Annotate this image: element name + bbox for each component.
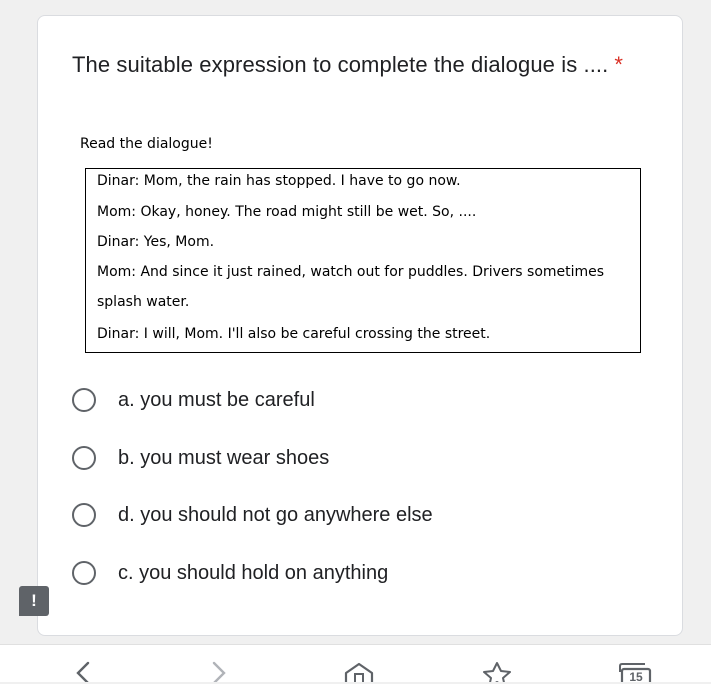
dialogue-line: Dinar: Yes, Mom. — [97, 234, 215, 250]
dialogue-instruction: Read the dialogue! — [80, 136, 213, 152]
tab-count: 15 — [629, 670, 643, 684]
dialogue-box — [85, 168, 641, 353]
option-a[interactable] — [72, 385, 632, 415]
question-title — [72, 52, 623, 78]
forward-icon[interactable] — [210, 661, 230, 682]
option-c[interactable] — [72, 558, 632, 588]
dialogue-line: Dinar: Mom, the rain has stopped. I have to go now. — [97, 173, 461, 189]
report-icon[interactable]: ! — [19, 586, 49, 616]
tabs-icon[interactable] — [619, 663, 652, 682]
browser-bottom-bar — [0, 644, 711, 682]
option-label: a. you must be careful — [118, 388, 315, 411]
radio-button[interactable] — [72, 446, 96, 470]
dialogue-line: Dinar: I will, Mom. I'll also be careful crossing the street. — [97, 326, 491, 342]
dialogue-line: Mom: Okay, honey. The road might still be wet. So, .... — [97, 204, 477, 220]
question-text: The suitable expression to complete the dialogue is .... — [72, 52, 609, 77]
star-icon[interactable] — [482, 661, 512, 682]
required-marker: * — [614, 52, 624, 77]
back-icon[interactable] — [72, 661, 92, 682]
option-d[interactable] — [72, 500, 632, 530]
option-label: c. you should hold on anything — [118, 561, 389, 584]
option-b[interactable] — [72, 443, 632, 473]
home-icon[interactable] — [344, 661, 374, 682]
dialogue-line: splash water. — [97, 294, 190, 310]
option-label: b. you must wear shoes — [118, 446, 330, 469]
dialogue-line: Mom: And since it just rained, watch out for puddles. Drivers sometimes — [97, 264, 605, 280]
option-label: d. you should not go anywhere else — [118, 503, 433, 526]
radio-button[interactable] — [72, 503, 96, 527]
radio-button[interactable] — [72, 388, 96, 412]
question-card — [37, 15, 683, 636]
radio-button[interactable] — [72, 561, 96, 585]
